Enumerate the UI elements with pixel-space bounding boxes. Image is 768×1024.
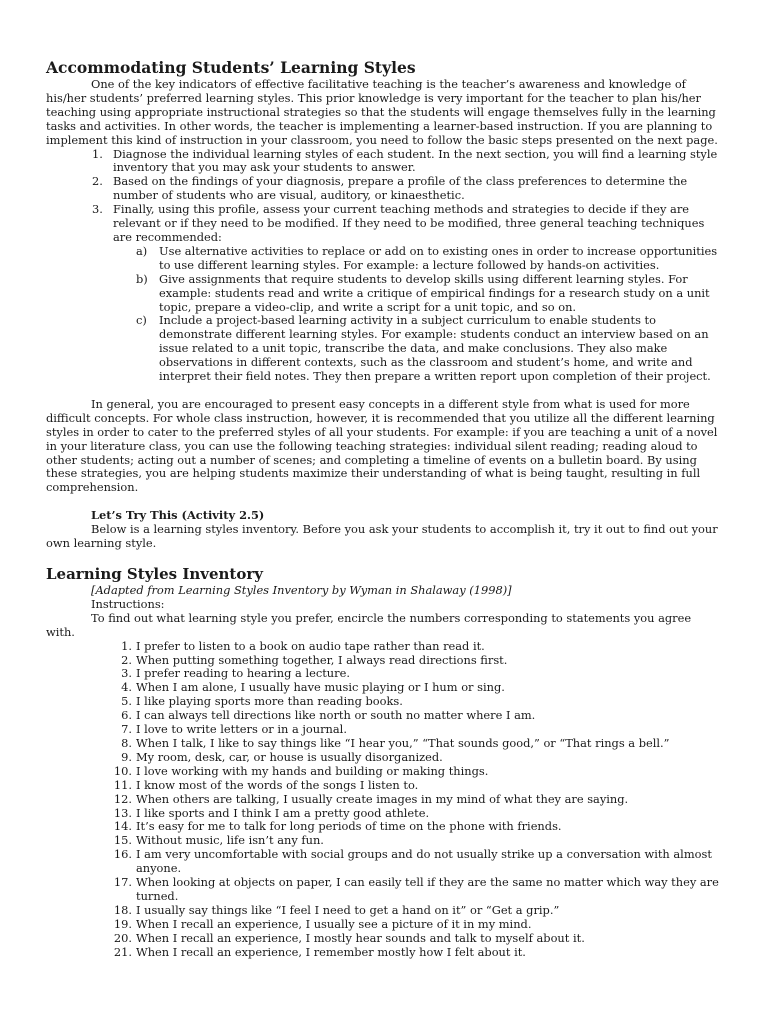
inventory-item-number: 9. xyxy=(121,749,132,764)
inventory-item-number: 4. xyxy=(121,680,132,695)
activity-heading: Let’s Try This (Activity 2.5) xyxy=(91,508,265,523)
page-title: Accommodating Students’ Learning Styles xyxy=(46,58,416,77)
inventory-item-text: When looking at objects on paper, I can easily tell if they are the same no matter which way they are turned. xyxy=(136,875,719,903)
inventory-item-number: 12. xyxy=(113,791,132,806)
inventory-item xyxy=(46,820,724,834)
inventory-item xyxy=(46,779,724,793)
inventory-item-text: When I recall an experience, I remember mostly how I felt about it. xyxy=(136,944,526,959)
inventory-item-number: 18. xyxy=(113,902,132,917)
inventory-item-number: 20. xyxy=(113,930,132,945)
inventory-item xyxy=(46,904,724,918)
inventory-item xyxy=(46,737,724,751)
inventory-item-number: 3. xyxy=(121,666,132,681)
inventory-item-text: Without music, life isn’t any fun. xyxy=(136,833,324,848)
inventory-item-number: 1. xyxy=(121,638,132,653)
inventory-item-text: When I recall an experience, I usually see a picture of it in my mind. xyxy=(136,916,532,931)
inventory-item-text: I am very uncomfortable with social groups and do not usually strike up a conversation with almost anyone. xyxy=(136,847,712,876)
inventory-item-number: 15. xyxy=(113,833,132,848)
inventory-item xyxy=(46,918,724,932)
inventory-item xyxy=(46,946,724,960)
inventory-item-text: I prefer reading to hearing a lecture. xyxy=(136,666,350,681)
inventory-item-text: I usually say things like “I feel I need to get a hand on it” or “Get a grip.” xyxy=(136,902,560,917)
inventory-list xyxy=(46,640,768,960)
instructions-label: Instructions: xyxy=(91,596,165,611)
inventory-item-text: I love to write letters or in a journal. xyxy=(136,722,347,737)
inventory-item-text: My room, desk, car, or house is usually disorganized. xyxy=(136,749,443,764)
instructions-text: To find out what learning style you prefer, encircle the numbers corresponding to statements you agree with. xyxy=(46,610,692,639)
spacer xyxy=(46,384,768,398)
list-item: a) Use alternative activities to replace or add on to existing ones in order to increase opportunities to use different learning styles. For example: a lecture followed by hands-on activities. xyxy=(136,243,718,272)
steps-list xyxy=(46,148,768,245)
inventory-item xyxy=(46,848,724,876)
inventory-item-text: When I recall an experience, I mostly hear sounds and talk to myself about it. xyxy=(136,930,585,945)
inventory-item-number: 16. xyxy=(113,847,132,862)
inventory-item-text: I can always tell directions like north or south no matter where I am. xyxy=(136,708,536,723)
inventory-item xyxy=(46,681,724,695)
inventory-item-number: 13. xyxy=(113,805,132,820)
list-item: 3. Finally, using this profile, assess your current teaching methods and strategies to decide if they are relevant or if they need to be modified. If they need to be modified, three general teaching techniques are recommended: xyxy=(92,202,705,244)
inventory-item-number: 2. xyxy=(121,652,132,667)
spacer xyxy=(46,551,768,565)
list-item: 1. Diagnose the individual learning styles of each student. In the next section, you will find a learning style inventory that you may ask your students to answer. xyxy=(92,146,718,175)
inventory-item xyxy=(46,709,724,723)
substeps-list xyxy=(46,245,768,384)
inventory-item-text: When others are talking, I usually create images in my mind of what they are saying. xyxy=(136,791,629,806)
inventory-item-text: It’s easy for me to talk for long periods of time on the phone with friends. xyxy=(136,819,562,834)
list-item: c) Include a project-based learning activity in a subject curriculum to enable students to demonstrate different learning styles. For example: students conduct an interview based on an issue related to a unit topic, transcribe the data, and make conclusions. They also make observations in different contexts, such as the classroom and student’s home, and write and interpret their field notes. They then prepare a written report upon completion of their project. xyxy=(136,313,711,384)
inventory-item xyxy=(46,932,724,946)
inventory-item-text: When I talk, I like to say things like “I hear you,” “That sounds good,” or “That rings a bell.” xyxy=(136,735,670,750)
inventory-item xyxy=(46,807,724,821)
inventory-item xyxy=(46,834,724,848)
inventory-item-text: When I am alone, I usually have music playing or I hum or sing. xyxy=(136,680,505,695)
inventory-item-text: I love working with my hands and building or making things. xyxy=(136,763,489,778)
inventory-item-number: 11. xyxy=(113,777,132,792)
inventory-item-number: 8. xyxy=(121,735,132,750)
inventory-item-number: 21. xyxy=(113,944,132,959)
inventory-item-number: 10. xyxy=(113,763,132,778)
inventory-item-number: 5. xyxy=(121,694,132,709)
inventory-item-text: When putting something together, I always read directions first. xyxy=(136,652,508,667)
list-item: 2. Based on the findings of your diagnosis, prepare a profile of the class preferences to determine the number of students who are visual, auditory, or kinaesthetic. xyxy=(92,174,688,203)
inventory-item-number: 6. xyxy=(121,708,132,723)
inventory-item xyxy=(46,751,724,765)
adapted-citation: [Adapted from Learning Styles Inventory by Wyman in Shalaway (1998)] xyxy=(91,583,512,597)
inventory-item-text: I like playing sports more than reading books. xyxy=(136,694,403,709)
inventory-item xyxy=(46,695,724,709)
inventory-item xyxy=(46,876,724,904)
inventory-item xyxy=(46,667,724,681)
inventory-item xyxy=(46,793,724,807)
inventory-item xyxy=(46,723,724,737)
inventory-item-text: I like sports and I think I am a pretty good athlete. xyxy=(136,805,430,820)
inventory-item-number: 19. xyxy=(113,916,132,931)
inventory-item xyxy=(46,765,724,779)
intro-paragraph: One of the key indicators of effective facilitative teaching is the teacher’s awareness and knowledge of his/her students’ preferred learning styles. This prior knowledge is very important for the teacher to plan his/her teaching using appropriate instructional strategies so that the students will engage themselves fully in the learning tasks and activities. In other words, the teacher is implementing a learner-based instruction. If you are planning to implement this kind of instruction in your classroom, you need to follow the basic steps presented on the next page. xyxy=(46,77,718,147)
inventory-item-number: 14. xyxy=(113,819,132,834)
general-paragraph: In general, you are encouraged to present easy concepts in a different style from what is used for more difficult concepts. For whole class instruction, however, it is recommended that you utilize all the different learning styles in order to cater to the preferred styles of all your students. For example: if you are teaching a unit of a novel in your literature class, you can use the following teaching strategies: individual silent reading; reading aloud to other students; acting out a number of scenes; and completing a timeline of events on a bulletin board. By using these strategies, you are helping students maximize their understanding of what is being taught, resulting in full comprehension. xyxy=(46,396,718,495)
inventory-item-text: I prefer to listen to a book on audio tape rather than read it. xyxy=(136,638,485,653)
inventory-item xyxy=(46,654,724,668)
activity-paragraph: Below is a learning styles inventory. Before you ask your students to accomplish it, try it out to find out your own learning style. xyxy=(46,522,718,551)
inventory-item xyxy=(46,640,724,654)
spacer xyxy=(46,495,768,509)
inventory-item-text: I know most of the words of the songs I listen to. xyxy=(136,777,419,792)
inventory-item-number: 7. xyxy=(121,722,132,737)
inventory-title: Learning Styles Inventory xyxy=(46,565,263,583)
list-item: b) Give assignments that require students to develop skills using different learning styles. For example: students read and write a critique of empirical findings for a research study on a unit topic, prepare a video-clip, and write a script for a unit topic, and so on. xyxy=(136,271,710,314)
inventory-item-number: 17. xyxy=(113,875,132,890)
